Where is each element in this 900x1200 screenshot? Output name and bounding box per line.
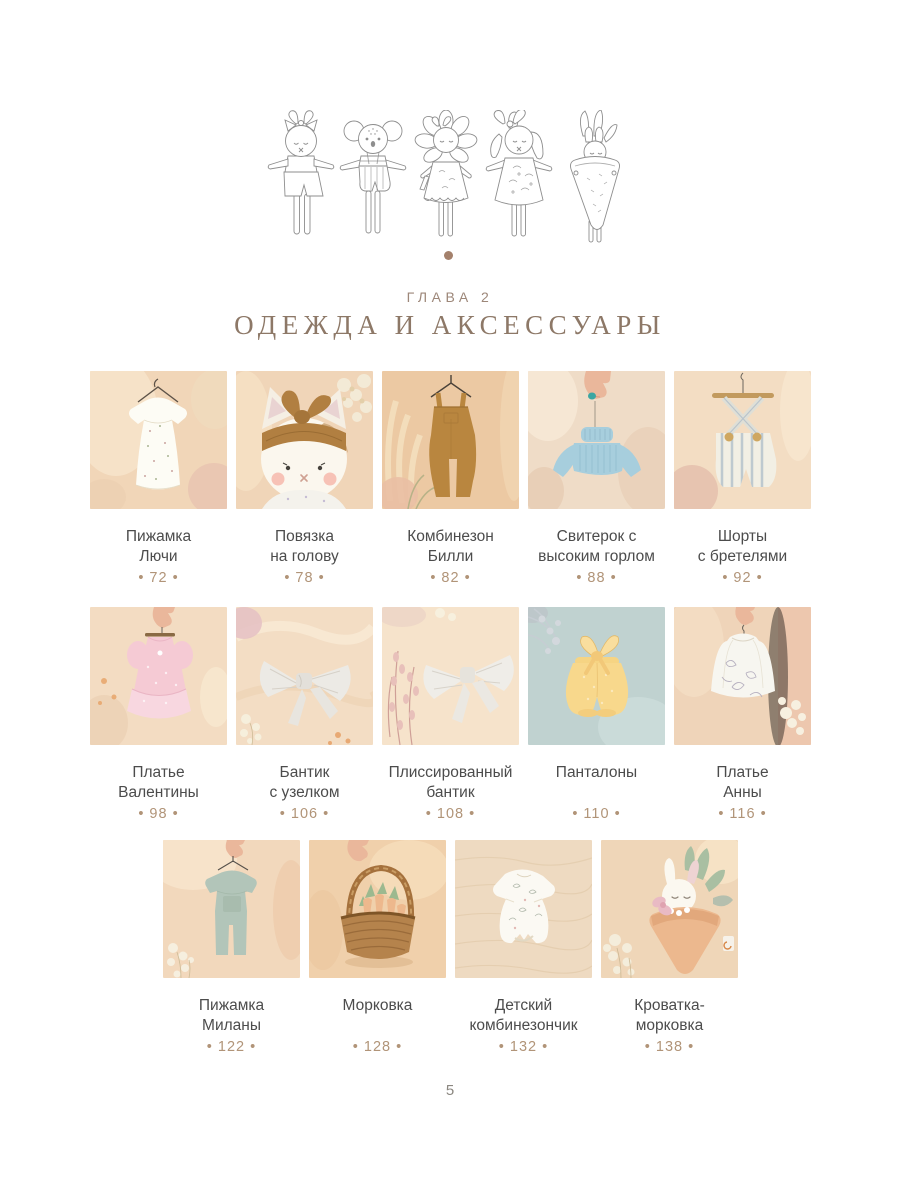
item-page-ref: • 92 • — [722, 570, 763, 586]
item-title-line2: Анны — [723, 784, 762, 801]
item-title — [309, 996, 446, 1036]
item-title-line1: Повязка — [274, 528, 335, 545]
item-page-ref: • 78 • — [284, 570, 325, 586]
item-title-line2: с бретелями — [697, 548, 788, 565]
item-photo-pajama-milana — [163, 840, 300, 978]
item-title-line2: на голову — [270, 548, 339, 565]
item-photo-dress-anna — [674, 607, 811, 745]
item-title — [528, 763, 665, 803]
item-title — [382, 763, 519, 803]
catalog-item — [236, 607, 373, 822]
item-title-line1: Панталоны — [555, 764, 638, 781]
item-title-line1: Бантик — [279, 764, 330, 781]
item-title-line2: с узелком — [269, 784, 340, 801]
item-title-line2: бантик — [426, 784, 475, 801]
item-title-line1: Комбинезон — [407, 528, 494, 545]
catalog-item — [528, 607, 665, 822]
catalog-row-1 — [90, 371, 811, 586]
item-title-line2: морковка — [635, 1017, 704, 1034]
catalog-item — [90, 371, 227, 586]
item-page-ref: • 106 • — [279, 806, 330, 822]
catalog-item — [528, 371, 665, 586]
item-photo-dress-valentina — [90, 607, 227, 745]
koala-doll-sketch — [340, 121, 406, 233]
item-title — [674, 763, 811, 803]
item-photo-overalls-billy — [382, 371, 519, 509]
catalog-item — [674, 607, 811, 822]
item-title — [674, 527, 811, 567]
item-title-line1: Свитерок с — [556, 528, 637, 545]
chapter-label: ГЛАВА 2 — [406, 289, 494, 305]
item-title — [382, 527, 519, 567]
item-title-line2: Лючи — [139, 548, 178, 565]
item-title-line2: Миланы — [202, 1017, 261, 1034]
item-page-ref: • 138 • — [644, 1039, 695, 1055]
flower-bunny-doll-sketch — [414, 110, 478, 236]
item-photo-carrot-bed — [601, 840, 738, 978]
bunny-doll-sketch — [486, 110, 552, 236]
item-photo-bow-with-knot — [236, 607, 373, 745]
item-page-ref: • 122 • — [206, 1039, 257, 1055]
item-title-line1: Шорты — [717, 528, 768, 545]
item-title-line2 — [528, 783, 665, 803]
item-photo-turtleneck-sweater — [528, 371, 665, 509]
item-title — [528, 527, 665, 567]
catalog-item — [674, 371, 811, 586]
item-title-line1: Морковка — [342, 997, 413, 1014]
item-page-ref: • 88 • — [576, 570, 617, 586]
item-page-ref: • 82 • — [430, 570, 471, 586]
catalog-item — [382, 371, 519, 586]
item-photo-headband — [236, 371, 373, 509]
item-title — [90, 763, 227, 803]
page-number: 5 — [445, 1082, 455, 1099]
item-title-line1: Пижамка — [198, 997, 265, 1014]
catalog-item — [309, 840, 446, 1055]
catalog-item — [601, 840, 738, 1055]
item-title-line1: Детский — [494, 997, 553, 1014]
doll-sketches-illustration — [263, 110, 637, 252]
item-title-line1: Кроватка- — [634, 997, 705, 1014]
catalog-row-3 — [163, 840, 738, 1055]
page-title: ОДЕЖДА И АКСЕССУАРЫ — [234, 310, 666, 340]
item-title — [236, 763, 373, 803]
item-title-line1: Пижамка — [125, 528, 192, 545]
item-page-ref: • 132 • — [498, 1039, 549, 1055]
item-page-ref: • 98 • — [138, 806, 179, 822]
item-title-line2 — [309, 1016, 446, 1036]
item-page-ref: • 116 • — [718, 806, 767, 822]
catalog-item — [382, 607, 519, 822]
catalog-item — [455, 840, 592, 1055]
catalog-row-2 — [90, 607, 811, 822]
item-page-ref: • 72 • — [138, 570, 179, 586]
item-title — [601, 996, 738, 1036]
item-photo-baby-romper — [455, 840, 592, 978]
item-photo-pleated-bow — [382, 607, 519, 745]
item-page-ref: • 108 • — [425, 806, 476, 822]
catalog-item — [163, 840, 300, 1055]
item-title-line2: высоким горлом — [538, 548, 655, 565]
item-title-line2: Валентины — [118, 784, 199, 801]
item-page-ref: • 128 • — [352, 1039, 403, 1055]
item-title — [236, 527, 373, 567]
carrot-bunting-doll-sketch — [571, 110, 620, 242]
item-title-line1: Платье — [132, 764, 185, 781]
item-photo-bloomers — [528, 607, 665, 745]
catalog-item — [90, 607, 227, 822]
item-photo-suspender-shorts — [674, 371, 811, 509]
item-title — [455, 996, 592, 1036]
item-page-ref: • 110 • — [572, 806, 621, 822]
catalog-item — [236, 371, 373, 586]
divider-dot — [444, 251, 453, 260]
item-photo-pajama-lucy — [90, 371, 227, 509]
cat-doll-sketch — [268, 111, 334, 234]
item-title-line1: Платье — [716, 764, 769, 781]
item-title-line1: Плиссированный — [388, 764, 513, 781]
item-title-line2: Билли — [427, 548, 474, 565]
item-title — [163, 996, 300, 1036]
item-title-line2: комбинезончик — [469, 1017, 578, 1034]
item-photo-carrot-basket — [309, 840, 446, 978]
item-title — [90, 527, 227, 567]
